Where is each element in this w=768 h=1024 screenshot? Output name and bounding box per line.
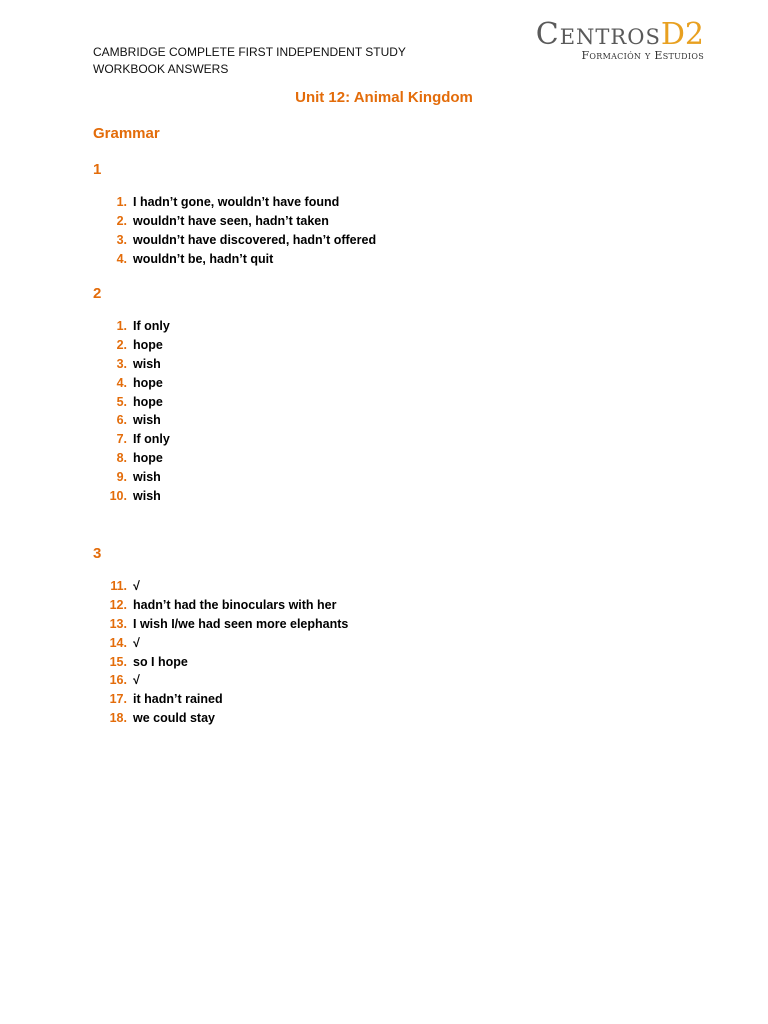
exercise-3-answers bbox=[93, 577, 348, 727]
item-answer: √ bbox=[133, 635, 140, 650]
item-answer: it hadn’t rained bbox=[133, 692, 223, 707]
item-number: 2. bbox=[116, 214, 127, 229]
item-number: 2. bbox=[116, 338, 127, 353]
item-answer: I hadn’t gone, wouldn’t have found bbox=[133, 195, 340, 210]
document-header bbox=[93, 44, 406, 78]
item-answer: hope bbox=[133, 338, 163, 353]
item-answer: If only bbox=[133, 319, 170, 334]
list-item bbox=[93, 212, 376, 231]
logo-accent-text: D2 bbox=[660, 17, 704, 52]
item-number: 3. bbox=[116, 232, 127, 247]
item-answer: wouldn’t have discovered, hadn’t offered bbox=[133, 232, 377, 247]
list-item bbox=[93, 596, 348, 615]
header-line-1: CAMBRIDGE COMPLETE FIRST INDEPENDENT STUDY bbox=[93, 45, 406, 59]
logo-main-text: Centros bbox=[535, 17, 661, 52]
page-title: Unit 12: Animal Kingdom bbox=[295, 89, 473, 106]
logo-wordmark bbox=[536, 18, 704, 52]
item-answer: hadn’t had the binoculars with her bbox=[133, 598, 337, 613]
list-item bbox=[93, 317, 170, 336]
item-number: 16. bbox=[109, 673, 127, 688]
list-item bbox=[93, 615, 348, 634]
item-answer: wouldn’t be, hadn’t quit bbox=[133, 251, 274, 266]
item-number: 3. bbox=[116, 356, 127, 371]
item-number: 12. bbox=[109, 598, 127, 613]
item-number: 11. bbox=[110, 579, 127, 594]
list-item bbox=[93, 633, 348, 652]
list-item bbox=[93, 430, 170, 449]
list-item bbox=[93, 671, 348, 690]
item-number: 9. bbox=[116, 469, 127, 484]
list-item bbox=[93, 411, 170, 430]
item-answer: hope bbox=[133, 394, 163, 409]
centros-d2-logo bbox=[536, 18, 704, 62]
list-item bbox=[93, 193, 376, 212]
item-number: 4. bbox=[116, 251, 127, 266]
item-answer: hope bbox=[133, 450, 163, 465]
item-answer: wouldn’t have seen, hadn’t taken bbox=[133, 214, 329, 229]
item-number: 18. bbox=[109, 710, 127, 725]
item-answer: wish bbox=[133, 356, 161, 371]
item-answer: hope bbox=[133, 375, 163, 390]
list-item bbox=[93, 709, 348, 728]
list-item bbox=[93, 486, 170, 505]
list-item bbox=[93, 373, 170, 392]
item-number: 13. bbox=[109, 616, 127, 631]
list-item bbox=[93, 690, 348, 709]
exercise-1-answers bbox=[93, 193, 376, 268]
item-number: 6. bbox=[116, 413, 127, 428]
item-answer: √ bbox=[133, 579, 140, 594]
list-item bbox=[93, 449, 170, 468]
item-answer: √ bbox=[133, 673, 140, 688]
item-number: 14. bbox=[109, 635, 127, 650]
item-answer: I wish I/we had seen more elephants bbox=[133, 616, 349, 631]
item-answer: we could stay bbox=[133, 710, 215, 725]
list-item bbox=[93, 355, 170, 374]
item-number: 17. bbox=[109, 692, 127, 707]
item-number: 10. bbox=[109, 488, 127, 503]
list-item bbox=[93, 577, 348, 596]
exercise-2-label: 2 bbox=[93, 285, 102, 302]
item-answer: If only bbox=[133, 432, 170, 447]
item-number: 1. bbox=[116, 195, 127, 210]
exercise-2-answers bbox=[93, 317, 170, 505]
list-item bbox=[93, 336, 170, 355]
header-line-2: WORKBOOK ANSWERS bbox=[93, 62, 229, 76]
section-heading-grammar: Grammar bbox=[93, 125, 160, 142]
list-item bbox=[93, 392, 170, 411]
exercise-1-label: 1 bbox=[93, 161, 102, 178]
item-number: 4. bbox=[116, 375, 127, 390]
item-number: 8. bbox=[116, 450, 127, 465]
exercise-3-label: 3 bbox=[93, 545, 102, 562]
item-answer: wish bbox=[133, 469, 161, 484]
list-item bbox=[93, 231, 376, 250]
item-answer: wish bbox=[133, 413, 161, 428]
item-answer: so I hope bbox=[133, 654, 188, 669]
list-item bbox=[93, 467, 170, 486]
item-number: 5. bbox=[116, 394, 127, 409]
logo-subtitle: Formación y Estudios bbox=[581, 49, 704, 62]
item-number: 7. bbox=[116, 432, 127, 447]
item-answer: wish bbox=[133, 488, 161, 503]
list-item bbox=[93, 652, 348, 671]
item-number: 15. bbox=[109, 654, 127, 669]
list-item bbox=[93, 249, 376, 268]
item-number: 1. bbox=[116, 319, 127, 334]
